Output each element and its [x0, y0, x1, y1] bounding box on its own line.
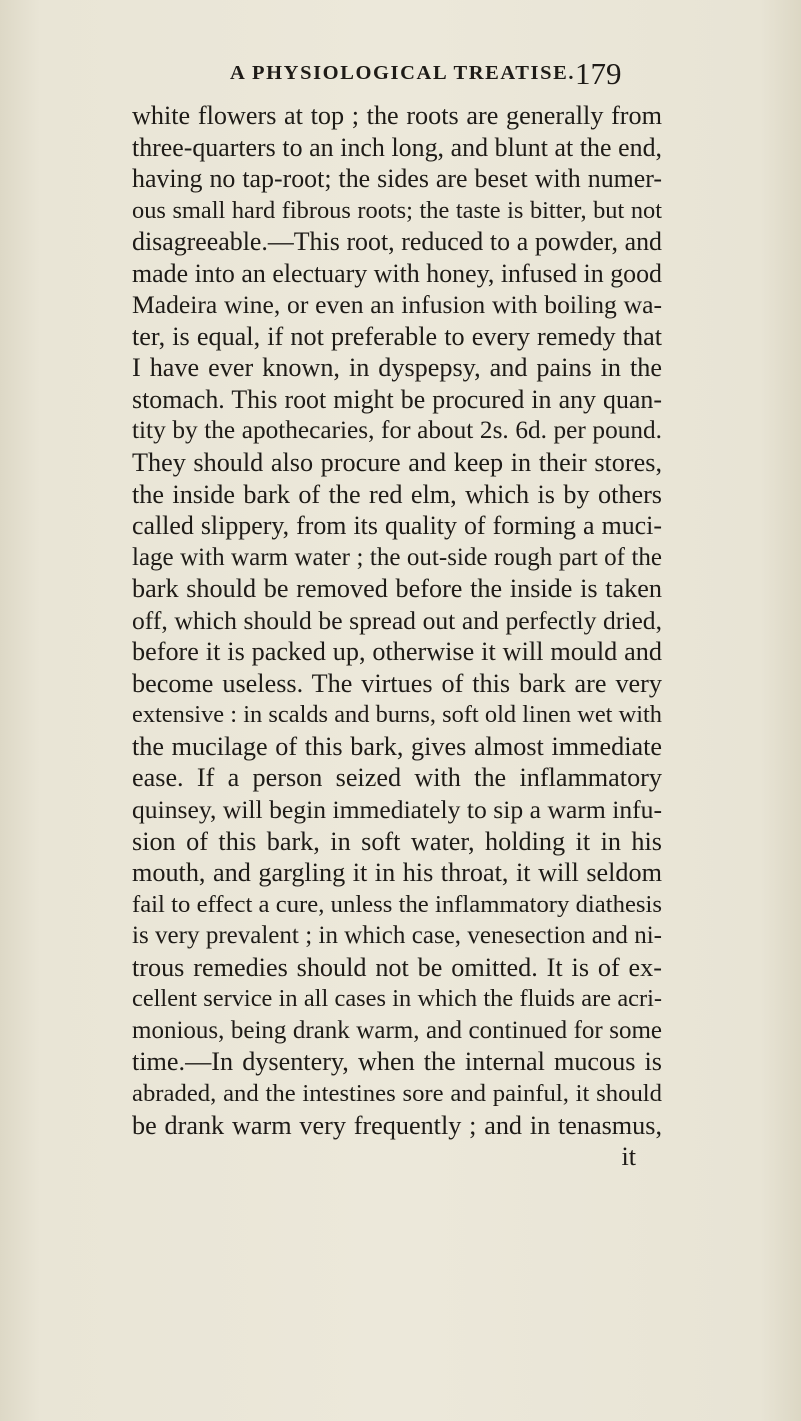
text-line: monious, being drank warm, and continued for some — [132, 1016, 662, 1044]
text-line: lage with warm water ; the out-side rough part of the — [132, 543, 662, 571]
text-line: They should also procure and keep in their stores, — [132, 448, 662, 478]
text-line: disagreeable.—This root, reduced to a powder, and — [132, 227, 662, 257]
text-line: be drank warm very frequently ; and in tenasmus, — [132, 1110, 662, 1140]
text-line: three-quarters to an inch long, and blunt at the end, — [132, 132, 662, 162]
text-line: called slippery, from its quality of forming a muci- — [132, 511, 662, 541]
text-line: tity by the apothecaries, for about 2s. 6d. per pound. — [132, 416, 662, 445]
text-line: become useless. The virtues of this bark are very — [132, 668, 662, 698]
text-line: time.—In dysentery, when the internal mucous is — [132, 1047, 662, 1077]
text-line: cellent service in all cases in which the fluids are acri- — [132, 985, 662, 1013]
text-line: before it is packed up, otherwise it will mould and — [132, 637, 662, 667]
body-text — [132, 100, 662, 1173]
text-line: mouth, and gargling it in his throat, it will seldom — [132, 858, 662, 888]
text-line: stomach. This root might be procured in any quan- — [132, 384, 662, 414]
page-number: 179 — [575, 56, 622, 91]
text-line: extensive : in scalds and burns, soft old linen wet with — [132, 701, 662, 729]
text-line: abraded, and the intestines sore and painful, it should — [132, 1079, 662, 1107]
text-line: off, which should be spread out and perfectly dried, — [132, 605, 662, 635]
text-line: made into an electuary with honey, infused in good — [132, 258, 662, 288]
text-line: ease. If a person seized with the inflammatory — [132, 763, 662, 793]
text-line: trous remedies should not be omitted. It is of ex- — [132, 952, 662, 982]
text-line: white flowers at top ; the roots are generally from — [132, 101, 662, 130]
text-line: the mucilage of this bark, gives almost immediate — [132, 731, 662, 761]
text-line: ous small hard fibrous roots; the taste is bitter, but not — [132, 196, 662, 224]
catchword: it — [621, 1142, 636, 1172]
text-line: sion of this bark, in soft water, holding it in his — [132, 826, 662, 856]
text-line: the inside bark of the red elm, which is by others — [132, 479, 662, 509]
text-line: bark should be removed before the inside is taken — [132, 574, 662, 604]
text-line: ter, is equal, if not preferable to every remedy that — [132, 321, 662, 351]
text-line: Madeira wine, or even an infusion with boiling wa- — [132, 290, 662, 320]
text-line: quinsey, will begin immediately to sip a warm infu- — [132, 795, 662, 825]
text-line: is very prevalent ; in which case, venesection and ni- — [132, 922, 662, 950]
page-header — [200, 56, 660, 96]
text-line: fail to effect a cure, unless the inflammatory diathesis — [132, 890, 662, 918]
running-head: A PHYSIOLOGICAL TREATISE. — [230, 62, 576, 84]
text-line: I have ever known, in dyspepsy, and pains in the — [132, 353, 662, 383]
text-line: having no tap-root; the sides are beset with numer- — [132, 164, 662, 194]
